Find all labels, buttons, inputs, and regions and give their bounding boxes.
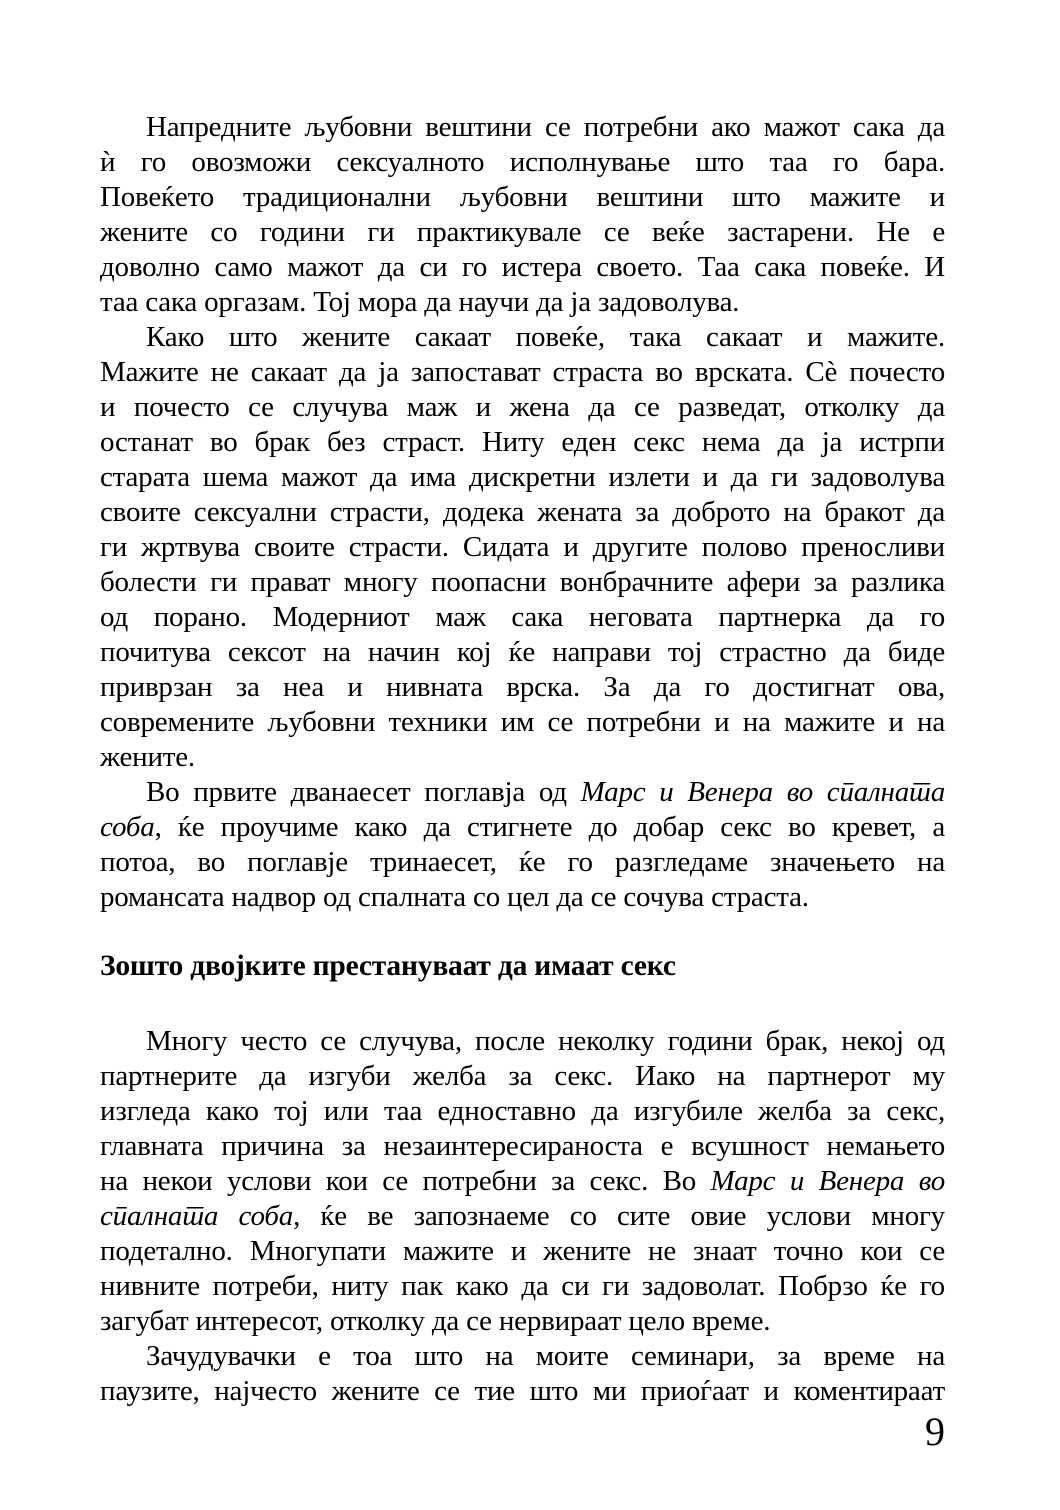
paragraph [100,320,945,775]
text-line [100,1094,945,1129]
text-line [100,1024,945,1059]
text-line [100,495,945,530]
text-run: , ќе проучиме како да стигнете до добар секс во кревет, а [154,811,945,843]
text-run: таа сака оргазам. Тој мора да научи да ја задоволува. [100,286,740,318]
text-line [100,1304,945,1339]
book-title-italic: Марс и Венера во спалната [580,776,945,808]
text-run: и почесто се случува маж и жена да се разведат, отколку да [100,391,945,423]
text-run: Зачудувачки е тоа што на моите семинари, за време на [146,1340,945,1372]
text-run: главната причина за незаинтересираноста е всушност немањето [100,1130,945,1162]
text-line [100,1059,945,1094]
text-line [100,1129,945,1164]
text-line [100,740,945,775]
text-line [100,180,945,215]
text-run: романсата надвор од спалната со цел да се сочува страста. [100,881,809,913]
text-run: нивните потреби, ниту пак како да си ги задоволат. Побрзо ќе го [100,1270,945,1302]
text-run: своите сексуални страсти, додека жената за доброто на бракот да [100,496,945,528]
paragraph [100,1024,945,1339]
book-title-italic: спалната соба [100,1200,294,1232]
text-line [100,1199,945,1234]
text-run: современите љубовни техники им се потребни и на мажите и на [100,706,945,738]
text-line [100,1339,945,1374]
text-line [100,880,945,915]
text-run: жените. [100,741,195,773]
text-run: жените со години ги практикувале се веќе застарени. Не е [100,216,945,248]
text-line [100,425,945,460]
text-line [100,320,945,355]
text-line [100,1234,945,1269]
text-line [100,110,945,145]
text-run: болести ги прават многу поопасни вонбрачните афери за разлика [100,566,945,598]
text-line [100,145,945,180]
text-run: на некои услови кои се потребни за секс. Во [100,1165,711,1197]
text-line [100,460,945,495]
text-line [100,1374,945,1409]
page-number: 9 [925,1409,945,1454]
text-run: загубат интересот, отколку да се нервираат цело време. [100,1305,771,1337]
text-run: подетално. Многупати мажите и жените не знаат точно кои се [100,1235,945,1267]
text-line [100,565,945,600]
text-line [100,635,945,670]
text-line [100,670,945,705]
text-run: од порано. Модерниот маж сака неговата партнерка да го [100,601,945,633]
text-run: потоа, во поглавје тринаесет, ќе го разгледаме значењето на [100,846,945,878]
text-run: изгледа како тој или таа едноставно да изгубиле желба за секс, [100,1095,945,1127]
text-run: паузите, најчесто жените се тие што ми приоѓаат и коментираат [100,1375,945,1407]
text-run: почитува сексот на начин кој ќе направи тој страстно да биде [100,636,945,668]
text-line [100,705,945,740]
text-run: приврзан за неа и нивната врска. За да го достигнат ова, [100,671,945,703]
text-line [100,285,945,320]
book-title-italic: Марс и Венера во [710,1165,946,1197]
text-run: старата шема мажот да има дискретни излети и да ги задоволува [100,461,945,493]
text-line [100,530,945,565]
text-run: ги жртвува своите страсти. Сидата и другите полово преносливи [100,531,945,563]
paragraph [100,1339,945,1409]
book-title-italic: соба [100,811,155,843]
text-block [100,110,945,1409]
text-run: , ќе ве запознаеме со сите овие услови многу [293,1200,945,1232]
text-run: партнерите да изгуби желба за секс. Иако на партнерот му [100,1060,945,1092]
text-line [100,600,945,635]
text-line [100,250,945,285]
text-run: Во првите дванаесет поглавја од [146,776,581,808]
text-run: Повеќето традиционални љубовни вештини што мажите и [100,181,945,213]
text-line [100,810,945,845]
paragraph [100,110,945,320]
text-run: доволно само мажот да си го истера своето. Таа сака повеќе. И [100,251,945,283]
text-line [100,390,945,425]
paragraph [100,775,945,915]
text-line [100,1269,945,1304]
text-run: Мажите не сакаат да ја запостават страста во врската. Сѐ почесто [100,356,945,388]
text-line [100,775,945,810]
text-run: Многу често се случува, после неколку години брак, некој од [146,1025,945,1057]
text-line [100,1164,945,1199]
text-line [100,845,945,880]
text-run: ѝ го овозможи сексуалното исполнување што таа го бара. [100,146,945,178]
text-run: останат во брак без страст. Ниту еден секс нема да ја истрпи [100,426,945,458]
section-heading: Зошто двојките престануваат да имаат секс [100,950,676,982]
text-run: Како што жените сакаат повеќе, така сакаат и мажите. [146,321,945,353]
text-run: Напредните љубовни вештини се потребни ако мажот сака да [146,111,945,143]
text-line [100,215,945,250]
text-line [100,355,945,390]
